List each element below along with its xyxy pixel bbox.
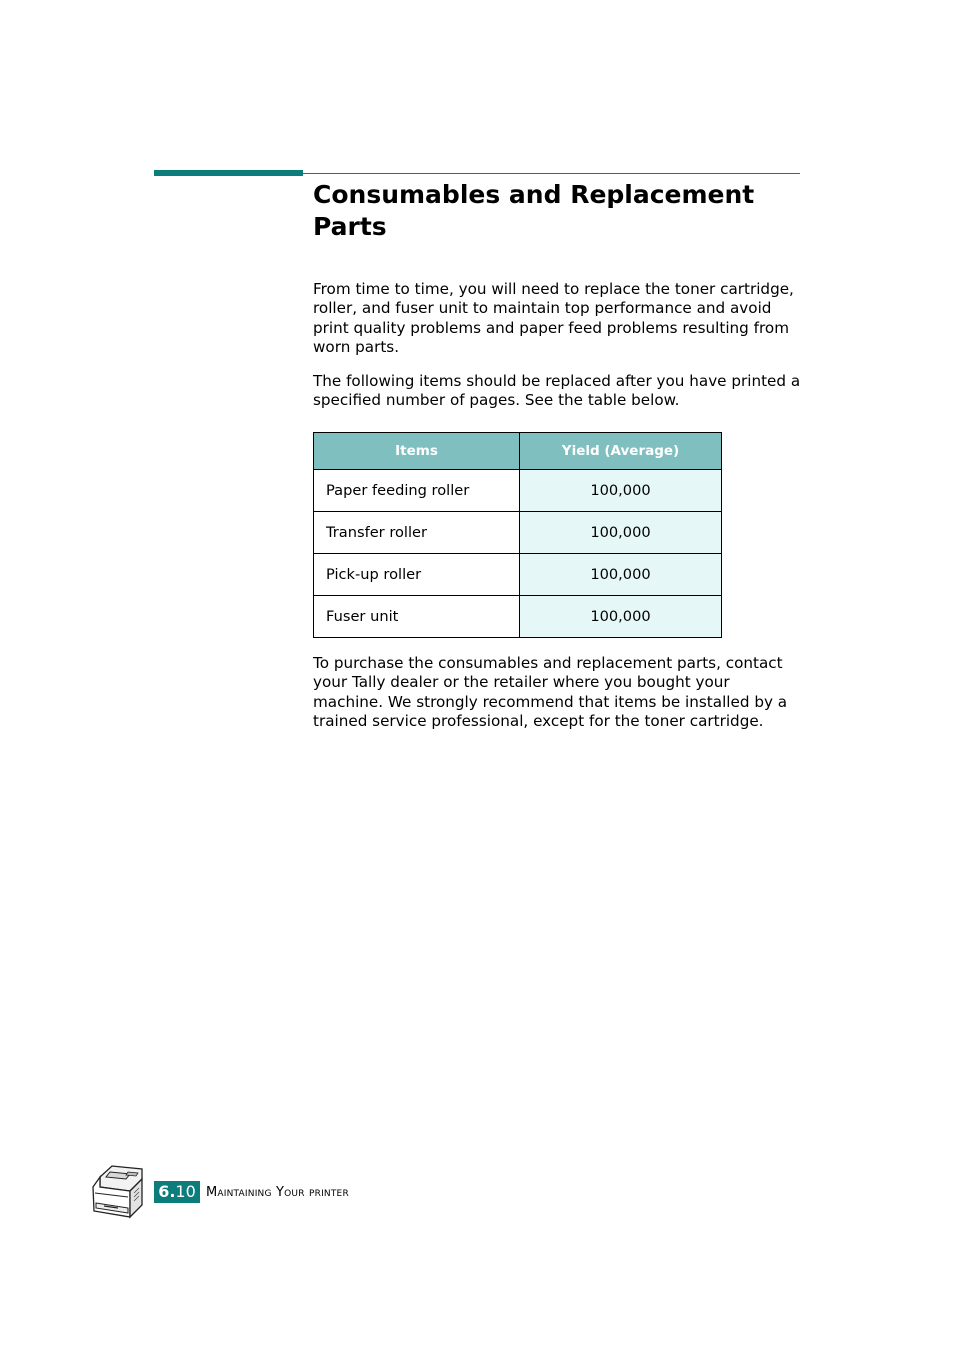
table-row bbox=[314, 554, 722, 596]
chapter-number: 6. bbox=[158, 1182, 176, 1201]
yield-table bbox=[313, 432, 722, 638]
item-cell: Pick-up roller bbox=[314, 554, 520, 596]
table-row bbox=[314, 596, 722, 638]
page-number-badge bbox=[154, 1181, 200, 1203]
table-row bbox=[314, 470, 722, 512]
table-row bbox=[314, 512, 722, 554]
intro-paragraph: From time to time, you will need to replace the toner cartridge, roller, and fuser unit to maintain top performance and avoid print quality problems and paper feed problems resulting from worn parts. bbox=[313, 280, 794, 356]
yield-cell: 100,000 bbox=[520, 554, 722, 596]
closing-paragraph: To purchase the consumables and replacement parts, contact your Tally dealer or the retailer where you bought your machine. We strongly recommend that items be installed by a trained service professional, except for the toner cartridge. bbox=[313, 654, 788, 730]
header-rule-thick bbox=[154, 170, 303, 176]
page-title: Consumables and Replacement Parts bbox=[313, 180, 755, 241]
header-rule-thin bbox=[303, 173, 800, 174]
yield-column-header: Yield (Average) bbox=[520, 433, 722, 470]
table-header-row bbox=[314, 433, 722, 470]
item-cell: Transfer roller bbox=[314, 512, 520, 554]
item-cell: Paper feeding roller bbox=[314, 470, 520, 512]
instruction-paragraph: The following items should be replaced after you have printed a specified number of pages. See the table below. bbox=[313, 372, 801, 410]
items-column-header: Items bbox=[314, 433, 520, 470]
yield-cell: 100,000 bbox=[520, 470, 722, 512]
running-title: Maintaining Your printer bbox=[206, 1185, 349, 1200]
page-number: 10 bbox=[175, 1182, 196, 1201]
printer-icon bbox=[90, 1163, 146, 1221]
yield-cell: 100,000 bbox=[520, 512, 722, 554]
item-cell: Fuser unit bbox=[314, 596, 520, 638]
yield-cell: 100,000 bbox=[520, 596, 722, 638]
